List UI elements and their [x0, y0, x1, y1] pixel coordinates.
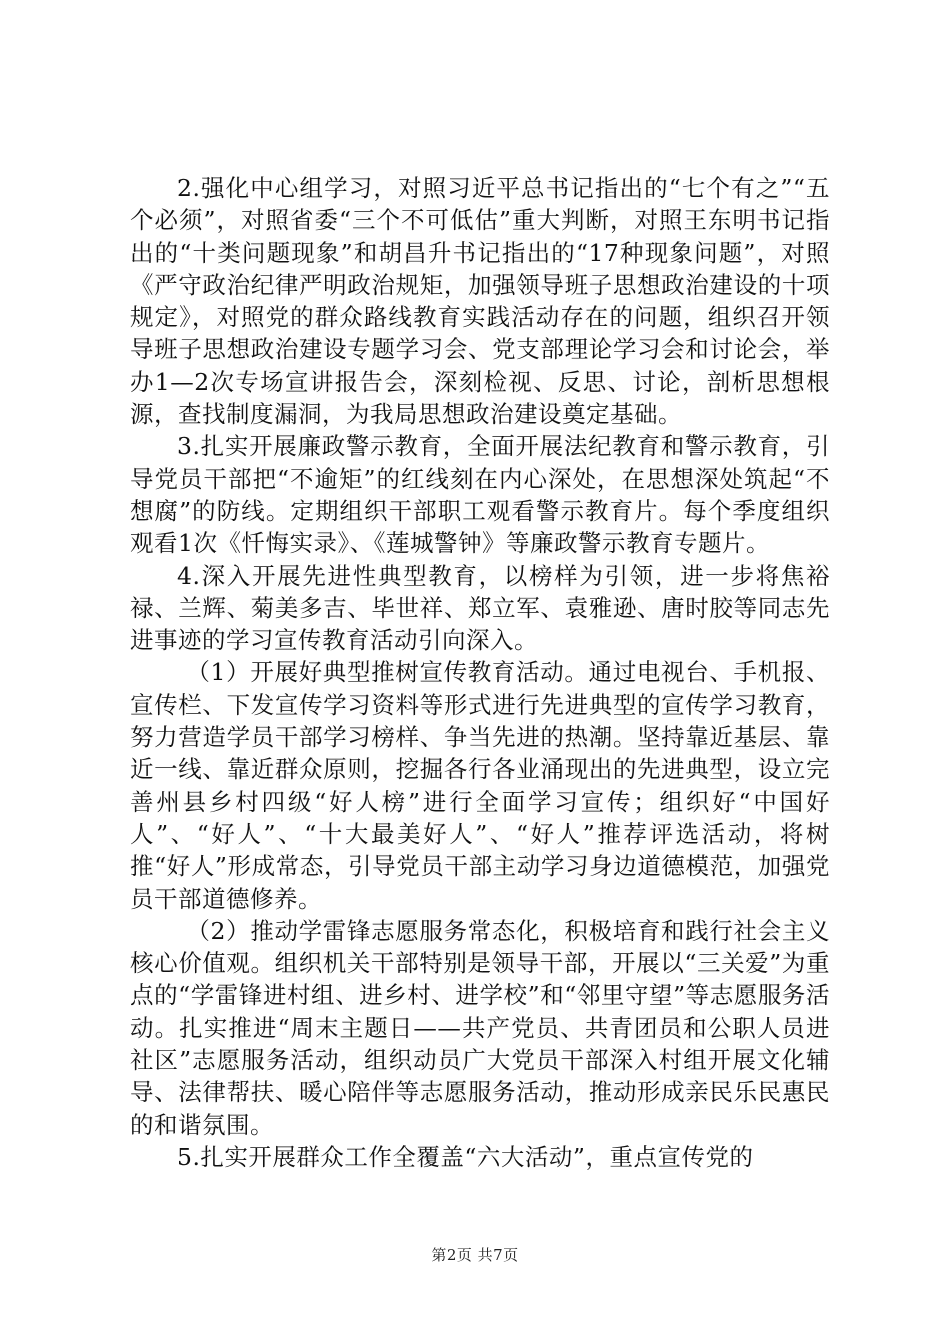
- paragraph-item-2: 2.强化中心组学习，对照习近平总书记指出的“七个有之”“五个必须”，对照省委“三个不可低估”重大判断，对照王东明书记指出的“十类问题现象”和胡昌升书记指出的“17种现象问题”，对照《严守政治纪律严明政治规矩，加强领导班子思想政治建设的十项规定》，对照党的群众路线教育实践活动存在的问题，组织召开领导班子思想政治建设专题学习会、党支部理论学习会和讨论会，举办1—2次专场宣讲报告会，深刻检视、反思、讨论，剖析思想根源，查找制度漏洞，为我局思想政治建设奠定基础。: [130, 174, 830, 429]
- page-number-footer: 第2页 共7页: [431, 1246, 519, 1264]
- paragraph-item-5: 5.扎实开展群众工作全覆盖“六大活动”，重点宣传党的: [177, 1142, 754, 1171]
- paragraph-subitem-2: （2）推动学雷锋志愿服务常态化，积极培育和践行社会主义核心价值观。组织机关干部特别是领导干部，开展以“三关爱”为重点的“学雷锋进村组、进乡村、进学校”和“邻里守望”等志愿服务活动。扎实推进“周末主题日——共产党员、共青团员和公职人员进社区”志愿服务活动，组织动员广大党员干部深入村组开展文化辅导、法律帮扶、暖心陪伴等志愿服务活动，推动形成亲民乐民惠民的和谐氛围。: [130, 916, 830, 1139]
- paragraph-subitem-1: （1）开展好典型推树宣传教育活动。通过电视台、手机报、宣传栏、下发宣传学习资料等形式进行先进典型的宣传学习教育，努力营造学员干部学习榜样、争当先进的热潮。坚持靠近基层、靠近一线、靠近群众原则，挖掘各行各业涌现出的先进典型，设立完善州县乡村四级“好人榜”进行全面学习宣传；组织好“中国好人”、“好人”、“十大最美好人”、“好人”推荐评选活动，将树推“好人”形成常态，引导党员干部主动学习身边道德模范，加强党员干部道德修养。: [130, 658, 830, 913]
- paragraph-item-3: 3.扎实开展廉政警示教育，全面开展法纪教育和警示教育，引导党员干部把“不逾矩”的红线刻在内心深处，在思想深处筑起“不想腐”的防线。定期组织干部职工观看警示教育片。每个季度组织观看1次《忏悔实录》、《莲城警钟》等廉政警示教育专题片。: [130, 432, 830, 558]
- paragraph-item-4: 4.深入开展先进性典型教育，以榜样为引领，进一步将焦裕禄、兰辉、菊美多吉、毕世祥、郑立军、袁雅逊、唐时胶等同志先进事迹的学习宣传教育活动引向深入。: [130, 561, 830, 655]
- document-body: [130, 172, 830, 1173]
